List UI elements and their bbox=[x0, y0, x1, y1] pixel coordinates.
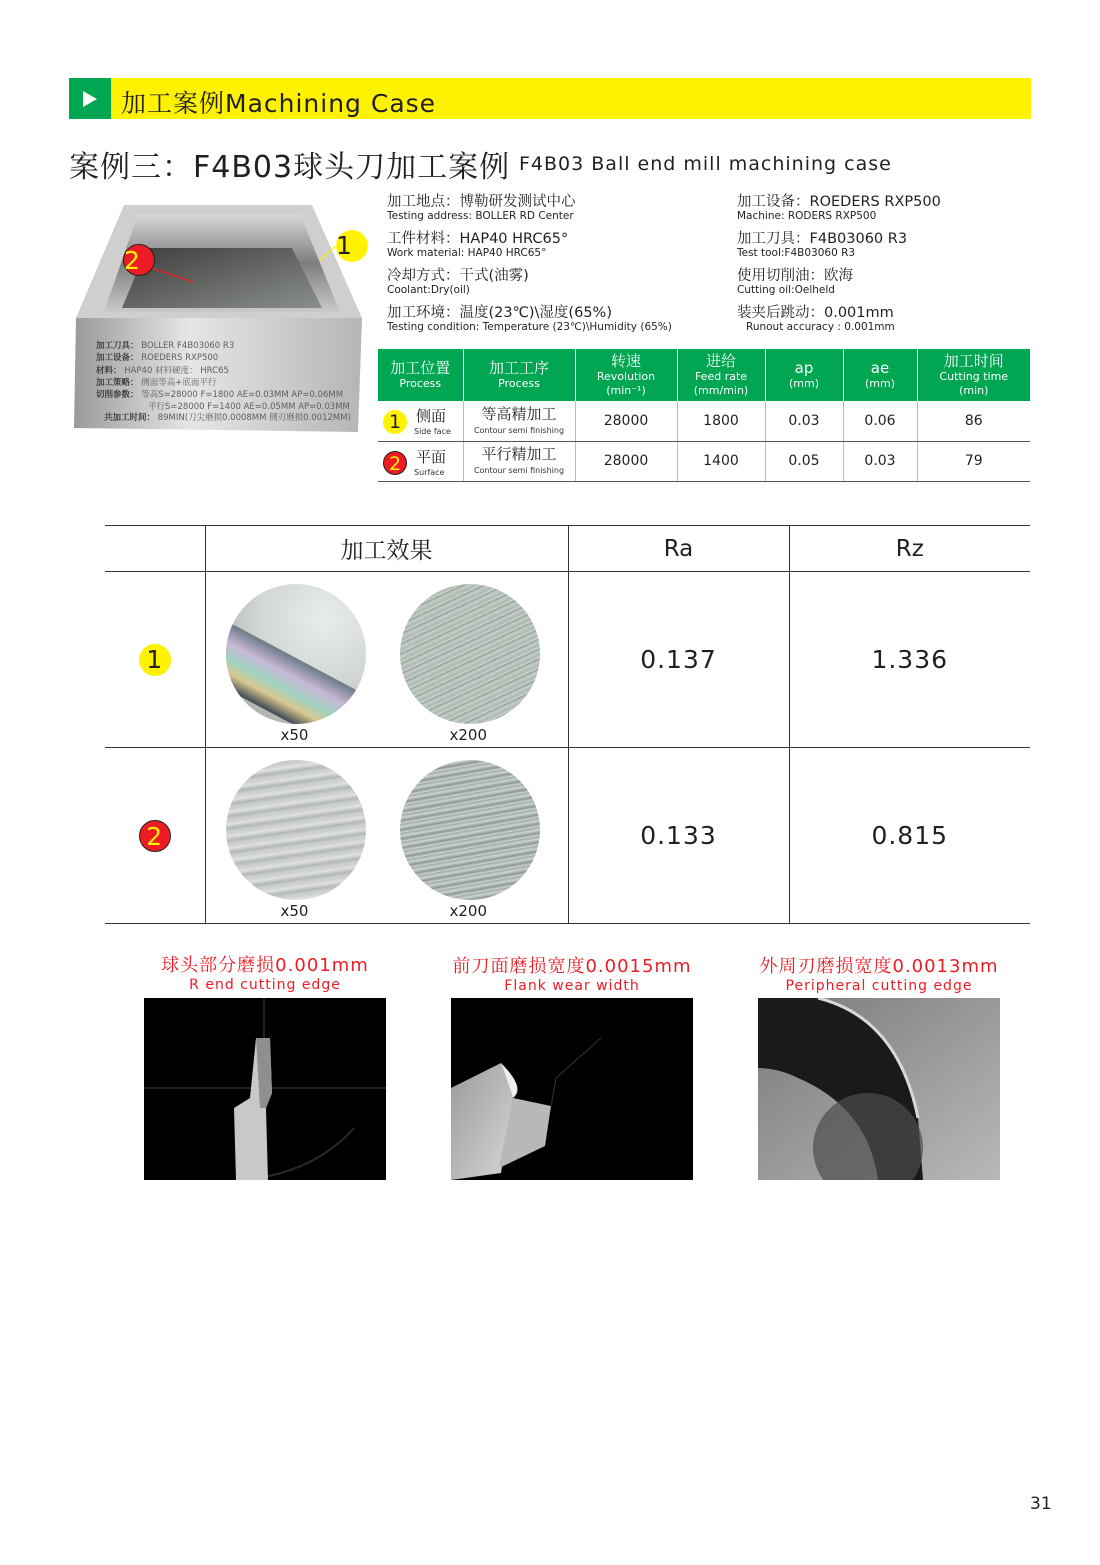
results-table bbox=[105, 525, 1030, 924]
col-header-time: 加工时间 Cutting time (min) bbox=[917, 349, 1030, 401]
result-number-badge: 2 bbox=[139, 820, 171, 852]
col-header-revolution: 转速 Revolution (min⁻¹) bbox=[575, 349, 677, 401]
result-number-badge: 1 bbox=[139, 644, 171, 676]
rz-value: 1.336 bbox=[789, 572, 1030, 748]
marker-1: 1 bbox=[336, 230, 368, 262]
position-number-badge: 2 bbox=[383, 451, 407, 475]
ra-value: 0.137 bbox=[568, 572, 789, 748]
col-header-effect: 加工效果 bbox=[205, 526, 568, 572]
surface-photo-x50 bbox=[226, 760, 366, 900]
spec-location: 加工地点：博勒研发测试中心 Testing address: BOLLER RD Center bbox=[387, 194, 576, 222]
flank-wear-photo bbox=[451, 998, 693, 1180]
col-header-rz: Rz bbox=[789, 526, 1030, 572]
surface-photo-x200 bbox=[400, 760, 540, 900]
wear-subtitle-r-end: R end cutting edge bbox=[189, 977, 341, 993]
wear-subtitle-flank: Flank wear width bbox=[504, 978, 640, 994]
col-header-feed: 进给 Feed rate (mm/min) bbox=[677, 349, 765, 401]
r-end-wear-photo bbox=[144, 998, 386, 1180]
spec-condition: 加工环境：温度(23℃)\湿度(65%) Testing condition: Temperature (23℃)\Humidity (65%) bbox=[387, 305, 672, 333]
spec-runout: 装夹后跳动：0.001mm Runout accuracy : 0.001mm bbox=[737, 305, 895, 333]
wear-title-r-end: 球头部分磨损0.001mm bbox=[161, 955, 369, 976]
process-table bbox=[378, 349, 1030, 482]
case-title: 案例三：F4B03球头刀加工案例 bbox=[69, 150, 511, 185]
wear-title-peripheral: 外周刃磨损宽度0.0013mm bbox=[759, 956, 999, 977]
process-table-header bbox=[378, 349, 1030, 401]
spec-oil: 使用切削油：欧海 Cutting oil:Oelheld bbox=[737, 268, 853, 296]
spec-machine: 加工设备：ROEDERS RXP500 Machine: RODERS RXP500 bbox=[737, 194, 941, 222]
spec-coolant: 冷却方式：干式(油雾) Coolant:Dry(oil) bbox=[387, 268, 529, 296]
table-row: 2 平面 Surface 平行精加工 Contour semi finishing 28000 1400 0.05 0.03 79 bbox=[378, 441, 1030, 481]
position-number-badge: 1 bbox=[383, 410, 407, 434]
rz-value: 0.815 bbox=[789, 748, 1030, 924]
table-row: 2 x50 x200 0.133 0.815 bbox=[105, 748, 1030, 924]
table-row: 1 侧面 Side face 等高精加工 Contour semi finishing 28000 1800 0.03 0.06 86 bbox=[378, 401, 1030, 441]
marker-2: 2 bbox=[123, 244, 155, 276]
peripheral-wear-photo bbox=[758, 998, 1000, 1180]
wear-title-flank: 前刀面磨损宽度0.0015mm bbox=[452, 956, 692, 977]
col-header-ap: ap (mm) bbox=[765, 349, 843, 401]
col-header-position: 加工位置 Process bbox=[378, 349, 463, 401]
col-header-blank bbox=[105, 526, 205, 572]
col-header-process: 加工工序 Process bbox=[463, 349, 575, 401]
table-row: 1 x50 x200 0.137 1.336 bbox=[105, 572, 1030, 748]
spec-tool: 加工刀具：F4B03060 R3 Test tool:F4B03060 R3 bbox=[737, 231, 908, 259]
section-title: 加工案例Machining Case bbox=[121, 89, 437, 118]
col-header-ra: Ra bbox=[568, 526, 789, 572]
ra-value: 0.133 bbox=[568, 748, 789, 924]
wear-subtitle-peripheral: Peripheral cutting edge bbox=[785, 978, 973, 994]
col-header-ae: ae (mm) bbox=[843, 349, 917, 401]
spec-material: 工件材料：HAP40 HRC65° Work material: HAP40 HRC65° bbox=[387, 231, 569, 259]
surface-photo-x200 bbox=[400, 584, 540, 724]
play-arrow-icon bbox=[69, 78, 111, 119]
surface-photo-x50 bbox=[226, 584, 366, 724]
section-header-bar bbox=[69, 78, 1031, 119]
page-number: 31 bbox=[1030, 1494, 1052, 1514]
case-subtitle: F4B03 Ball end mill machining case bbox=[519, 153, 892, 175]
